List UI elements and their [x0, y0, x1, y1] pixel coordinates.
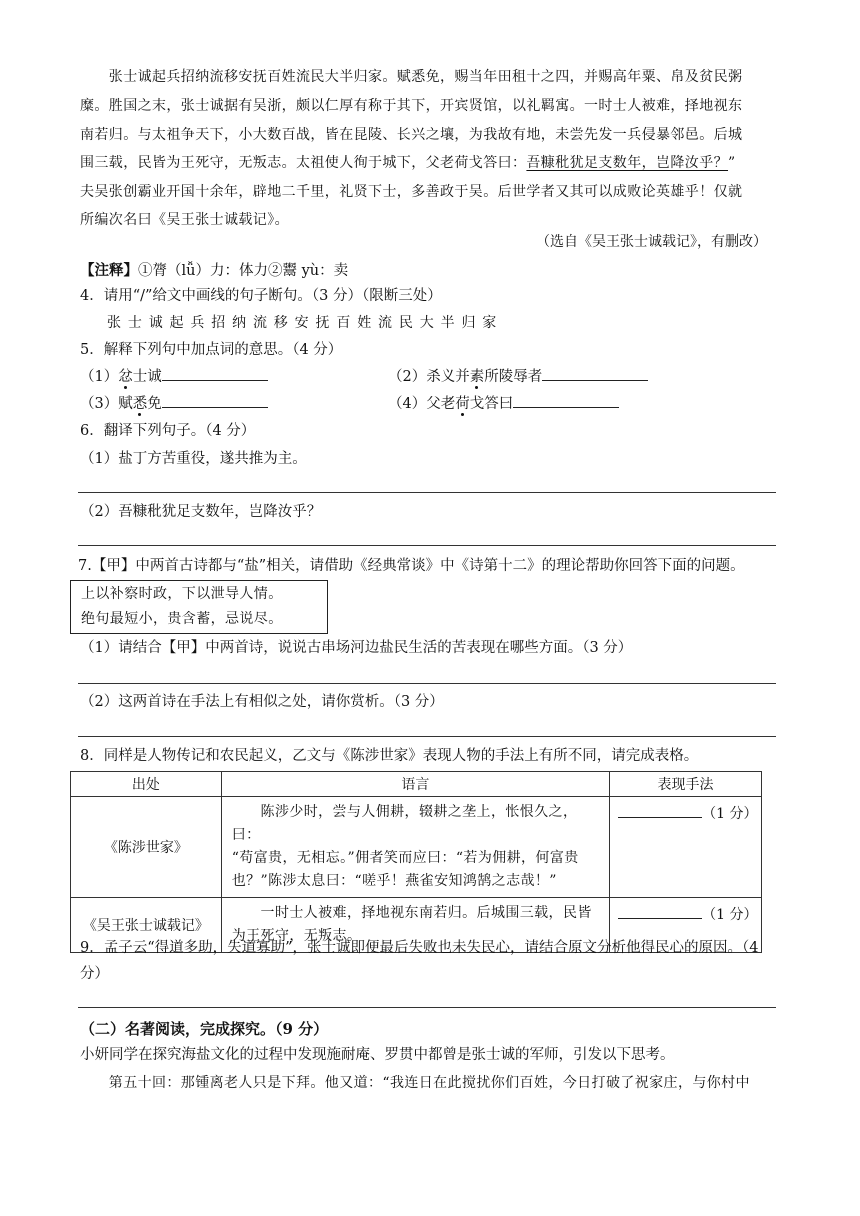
- language-line: “苟富贵，无相忘。”佣者笑而应曰：“若为佣耕，何富贵: [231, 850, 579, 866]
- q5-item-1-dotted-word: 忿: [118, 369, 133, 385]
- quote-line-1: 上以补察时政，下以泄导人情。: [81, 586, 283, 602]
- question-8: 8．同样是人物传记和农民起义，乙文与《陈涉世家》表现人物的手法上有所不同，请完成表格。: [80, 748, 699, 764]
- underlined-sentence: 吾糠秕犹足支数年，岂降汝乎？: [526, 155, 729, 171]
- question-4-sentence: 张 士 诚 起 兵 招 纳 流 移 安 抚 百 姓 流 民 大 半 归 家: [107, 315, 498, 331]
- question-6: 6．翻译下列句子。（4 分）: [80, 423, 256, 439]
- q5-item-3: [80, 393, 268, 414]
- row-source: 《吴王张士诚载记》: [71, 898, 222, 953]
- row-technique: [610, 797, 762, 898]
- passage-line-6: 所编次名曰《吴王张士诚载记》。: [80, 212, 289, 228]
- q5-item-4-post: 戈答曰: [469, 396, 514, 412]
- q5-item-4-number: （4）: [388, 396, 427, 412]
- q5-item-4-pre: 父老: [426, 396, 456, 412]
- answer-line[interactable]: [78, 736, 776, 737]
- answer-line[interactable]: [78, 1007, 776, 1008]
- q5-item-4: [388, 393, 619, 414]
- q6-item-1: （1）盐丁方苦重役，遂共推为主。: [80, 451, 307, 467]
- answer-blank[interactable]: [162, 366, 268, 381]
- section-2-title: （二）名著阅读，完成探究。（9 分）: [80, 1020, 329, 1038]
- answer-blank[interactable]: [618, 904, 702, 919]
- section-2-excerpt: 第五十回：那锺离老人只是下拜。他又道：“我连日在此搅扰你们百姓，今日打破了祝家庄，与你村中: [80, 1075, 750, 1091]
- q5-item-1-post: 士诚: [132, 369, 162, 385]
- row-source: 《陈涉世家》: [71, 797, 222, 898]
- q5-item-1-number: （1）: [80, 369, 119, 385]
- answer-blank[interactable]: [542, 366, 648, 381]
- language-line: 一时士人被难，择地视东南若归。后城围三载，民皆: [231, 905, 592, 921]
- row-language: [221, 797, 609, 898]
- question-9-continued: 分）: [80, 966, 109, 982]
- q5-item-1: [80, 366, 268, 387]
- passage-line-4: [80, 153, 736, 173]
- header-language: 语言: [221, 772, 609, 797]
- language-line: 陈涉少时，尝与人佣耕，辍耕之垄上，怅恨久之，曰：: [231, 804, 578, 843]
- passage-line-3: 南若归。与太祖争天下，小大数百战，皆在昆陵、长兴之壤，为我故有地，未尝先发一兵侵暴邻邑。后城: [80, 127, 743, 143]
- passage-line-1: 张士诚起兵招纳流移安抚百姓流民大半归家。赋悉免，赐当年田租十之四，并赐高年粟、帛及贫民粥: [80, 69, 743, 85]
- annotation-text: ①膂（lǚ）力：体力②鬻 yù：卖: [138, 263, 349, 279]
- answer-blank[interactable]: [513, 393, 619, 408]
- passage-line-2: 糜。胜国之末，张士诚据有吴浙，颇以仁厚有称于其下，开宾贤馆，以礼羁寓。一时士人被难，择地视东: [80, 98, 743, 114]
- language-line: 也？”陈涉太息曰：“嗟乎！燕雀安知鸿鹄之志哉！”: [231, 873, 557, 889]
- passage-source: （选自《吴王张士诚载记》，有删改）: [536, 234, 767, 250]
- passage-line-4-end: ”: [728, 155, 736, 171]
- q5-item-4-dotted-word: 荷: [455, 396, 470, 412]
- q5-item-2-number: （2）: [388, 369, 427, 385]
- comparison-table: [70, 771, 762, 953]
- table-header-row: [71, 772, 762, 797]
- q5-item-2-dotted-word: 素: [469, 369, 485, 385]
- q7-item-2: （2）这两首诗在手法上有相似之处，请你赏析。（3 分）: [80, 694, 444, 710]
- table-row: [71, 797, 762, 898]
- answer-line[interactable]: [78, 492, 776, 493]
- answer-blank[interactable]: [162, 393, 268, 408]
- question-5: 5．解释下列句中加点词的意思。（4 分）: [80, 342, 343, 358]
- question-7: 7.【甲】中两首古诗都与“盐”相关，请借助《经典常谈》中《诗第十二》的理论帮助你回答下面的问题。: [78, 558, 745, 574]
- q5-item-3-pre: 赋: [118, 396, 133, 412]
- q5-item-2: [388, 366, 648, 387]
- theory-quote-box: [70, 580, 328, 634]
- q7-item-1: （1）请结合【甲】中两首诗，说说古串场河边盐民生活的苦表现在哪些方面。（3 分）: [80, 640, 633, 656]
- score-label: （1 分）: [702, 907, 758, 923]
- question-4: 4．请用“/”给文中画线的句子断句。（3 分）（限断三处）: [80, 288, 442, 304]
- q5-item-3-post: 免: [147, 396, 162, 412]
- annotation-label: 【注释】: [80, 262, 138, 279]
- quote-line-2: 绝句最短小，贵含蓄，忌说尽。: [81, 611, 283, 627]
- passage-line-5: 夫吴张创霸业开国十余年，辟地二千里，礼贤下士，多善政于吴。后世学者又其可以成败论英雄乎！仅就: [80, 184, 743, 200]
- q5-item-2-post: 所陵辱者: [484, 369, 543, 385]
- language-line: 为王死守，无叛志。: [231, 928, 362, 944]
- answer-line[interactable]: [78, 683, 776, 684]
- q5-item-2-pre: 杀义并: [426, 369, 470, 385]
- passage-line-4-start: 围三载，民皆为王死守，无叛志。太祖使人徇于城下，父老荷戈答曰：: [80, 155, 527, 171]
- q5-item-3-number: （3）: [80, 396, 119, 412]
- q5-item-3-dotted-word: 悉: [132, 396, 148, 412]
- section-2-intro: 小妍同学在探究海盐文化的过程中发现施耐庵、罗贯中都曾是张士诚的军师，引发以下思考。: [80, 1047, 675, 1063]
- answer-blank[interactable]: [618, 803, 702, 818]
- header-technique: 表现手法: [610, 772, 762, 797]
- q6-item-2: （2）吾糠秕犹足支数年，岂降汝乎？: [80, 504, 322, 520]
- answer-line[interactable]: [78, 545, 776, 546]
- annotation: [80, 261, 348, 281]
- score-label: （1 分）: [702, 806, 758, 822]
- question-9: 9．孟子云“得道多助，失道寡助”，张士诚即便最后失败也未失民心，请结合原文分析他得民心的原因。（4: [80, 940, 759, 956]
- header-source: 出处: [71, 772, 222, 797]
